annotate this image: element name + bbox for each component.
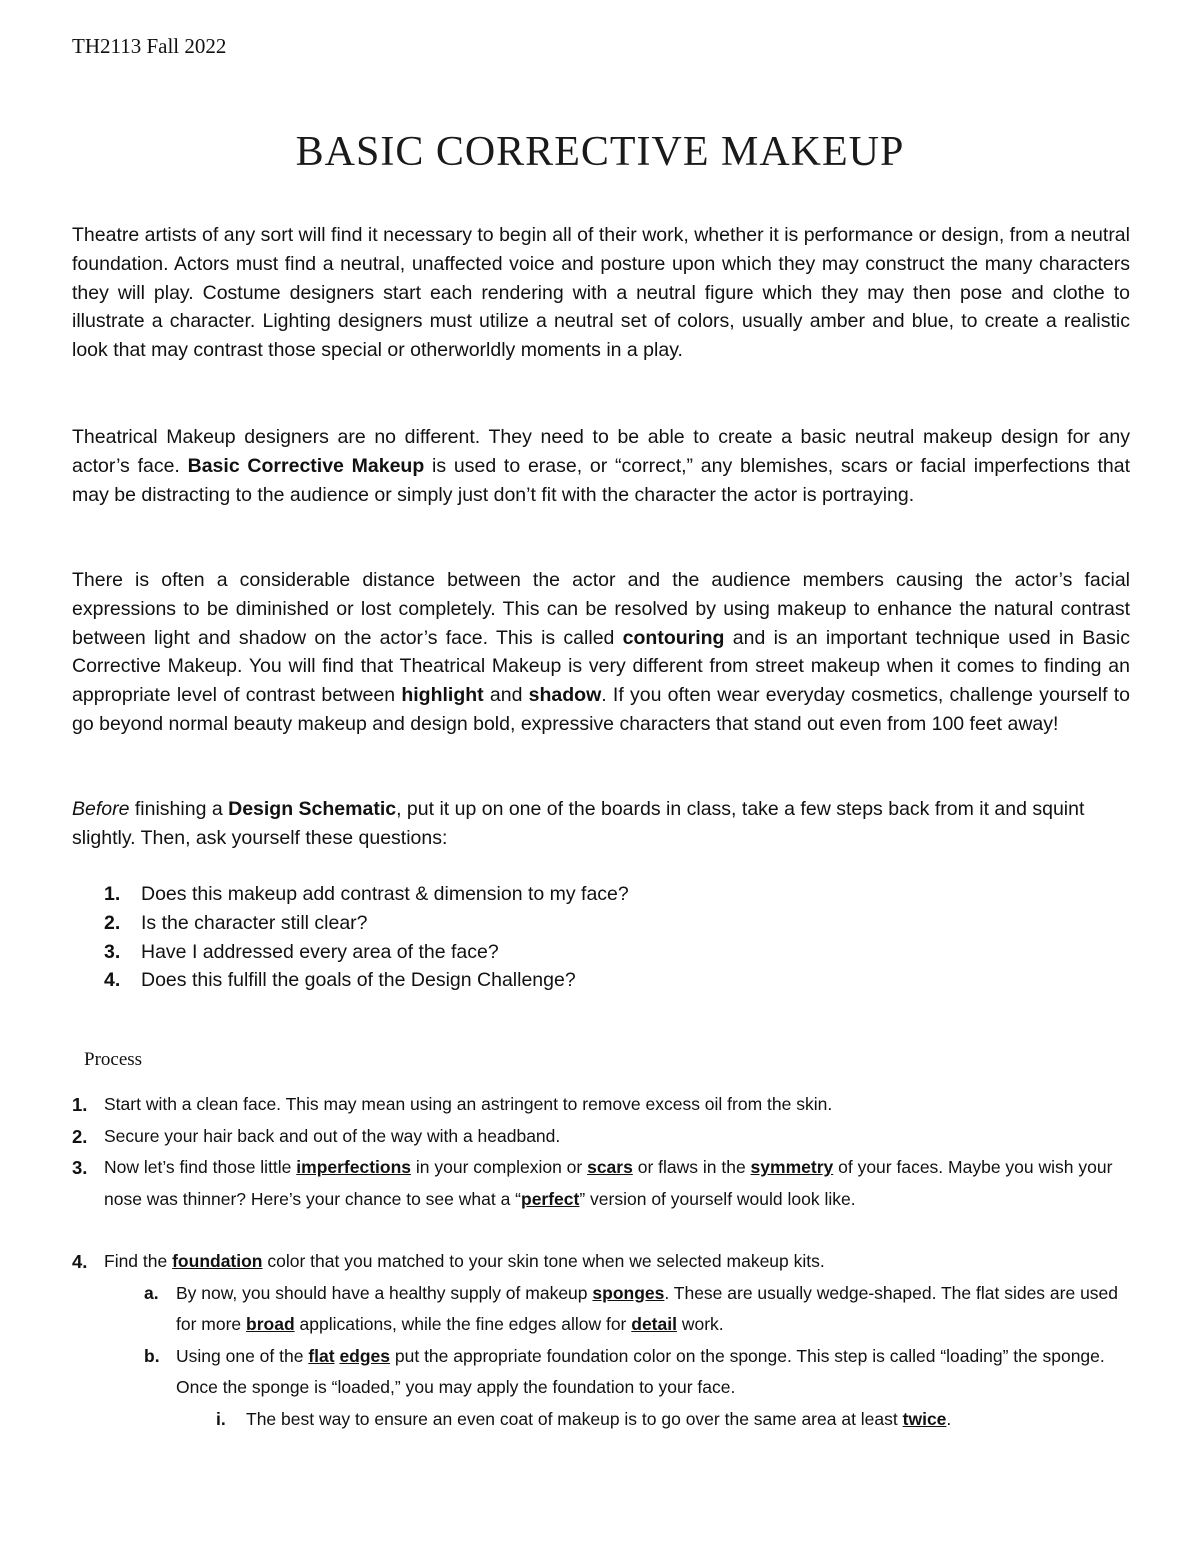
page-header: TH2113 Fall 2022 — [72, 34, 227, 58]
schematic-paragraph: Before finishing a Design Schematic, put it up on one of the boards in class, take a few steps back from it and squint slightly. Then, ask yourself these questions: — [72, 798, 1085, 849]
step-2: 2. Secure your hair back and out of the way with a headband. — [72, 1125, 561, 1147]
process-steps-continued — [72, 1246, 1142, 1435]
questions-list — [104, 880, 629, 995]
term-highlight: highlight — [401, 684, 484, 707]
contouring-paragraph: There is often a considerable distance between the actor and the audience members causing the actor’s facial expressions to be diminished or lost completely. This can be resolved by using makeup to enhance the natural contrast between light and shadow on the actor’s face. This is called contouring and is an important technique used in Basic Corrective Makeup. You will find that Theatrical Makeup is very different from street makeup when it comes to finding an appropriate level of contrast between highlight and shadow. If you often wear everyday cosmetics, challenge yourself to go beyond normal beauty makeup and design bold, expressive characters that stand out even from 100 feet away! — [72, 569, 1131, 735]
list-item: 1. Does this makeup add contrast & dimension to my face? — [104, 883, 629, 905]
makeup-designers-paragraph: Theatrical Makeup designers are no different. They need to be able to create a basic neutral makeup design for any actor’s face. Basic Corrective Makeup is used to erase, or “correct,” any blemishes, scars or facial imperfections that may be distracting to the audience or simply just don’t fit with the character the actor is portraying. — [72, 426, 1130, 506]
step-1: 1. Start with a clean face. This may mean using an astringent to remove excess oil from the skin. — [72, 1094, 833, 1115]
term-basic-corrective: Basic Corrective Makeup — [187, 454, 425, 477]
step-3: 3. Now let’s find those little imperfections in your complexion or scars or flaws in the symmetry of your faces. Maybe you wish your nose was thinner? Here’s your chance to see what a “perfect” version of yourself would look like. — [72, 1157, 1113, 1209]
process-steps — [72, 1089, 1142, 1215]
step-4a: a. By now, you should have a healthy supply of makeup sponges. These are usually wedge-shaped. The flat sides are used for more broad applications, while the fine edges allow for detail work. — [144, 1282, 1119, 1334]
step-4b: b. Using one of the flat edges put the appropriate foundation color on the sponge. This step is called “loading” the sponge. Once the sponge is “loaded,” you may apply the foundation to your face. — [144, 1345, 1105, 1397]
term-shadow: shadow — [528, 684, 602, 707]
list-item: 4. Does this fulfill the goals of the Design Challenge? — [104, 969, 576, 992]
step-4b-i: i. The best way to ensure an even coat of makeup is to go over the same area at least twice. — [216, 1408, 952, 1429]
list-item: 2. Is the character still clear? — [104, 911, 368, 934]
term-contouring: contouring — [622, 626, 725, 649]
process-heading: Process — [84, 1049, 143, 1070]
list-item: 3. Have I addressed every area of the face? — [104, 940, 499, 963]
intro-paragraph: Theatre artists of any sort will find it necessary to begin all of their work, whether it is performance or design, from a neutral foundation. Actors must find a neutral, unaffected voice and posture upon which they may construct the many characters they will play. Costume designers start each rendering with a neutral figure which they may then pose and clothe to illustrate a character. Lighting designers must utilize a neutral set of colors, usually amber and blue, to create a realistic look that may contrast those special or otherworldly moments in a play. — [72, 224, 1130, 362]
step-4: 4. Find the foundation color that you matched to your skin tone when we selected makeup kits. — [72, 1251, 825, 1272]
term-design-schematic: Design Schematic — [228, 798, 397, 820]
page-title: BASIC CORRECTIVE MAKEUP — [295, 129, 905, 175]
